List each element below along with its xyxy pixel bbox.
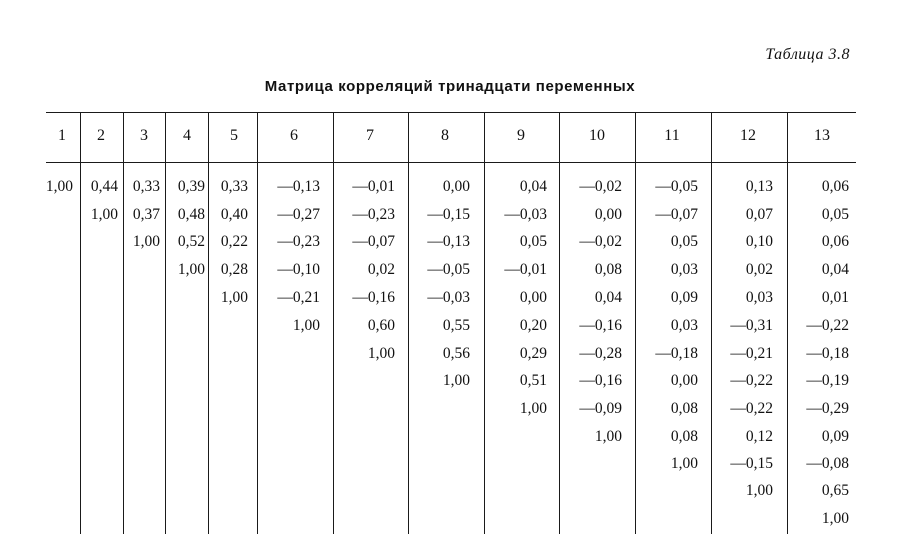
- matrix-cell: —0,05: [655, 178, 698, 195]
- matrix-cell: —0,18: [806, 345, 849, 362]
- matrix-cell: —0,03: [427, 289, 470, 306]
- matrix-cell: 0,06: [821, 178, 849, 195]
- matrix-cell: 0,06: [821, 233, 849, 250]
- matrix-cell: 0,29: [519, 345, 547, 362]
- matrix-cell: 0,28: [220, 261, 248, 278]
- column-divider: [484, 113, 485, 534]
- matrix-cell: —0,16: [579, 372, 622, 389]
- matrix-cell: —0,21: [277, 289, 320, 306]
- matrix-cell: —0,29: [806, 400, 849, 417]
- matrix-cell: 0,04: [519, 178, 547, 195]
- column-divider: [711, 113, 712, 534]
- matrix-cell: 0,09: [670, 289, 698, 306]
- column-header: 5: [230, 127, 238, 144]
- matrix-cell: 1,00: [670, 455, 698, 472]
- matrix-cell: 0,39: [177, 178, 205, 195]
- matrix-cell: —0,18: [655, 345, 698, 362]
- matrix-cell: 0,04: [821, 261, 849, 278]
- matrix-cell: —0,13: [427, 233, 470, 250]
- matrix-cell: 0,10: [745, 233, 773, 250]
- column-header: 8: [441, 127, 449, 144]
- column-header: 1: [58, 127, 66, 144]
- matrix-cell: —0,05: [427, 261, 470, 278]
- matrix-cell: —0,22: [806, 317, 849, 334]
- matrix-cell: 1,00: [519, 400, 547, 417]
- matrix-cell: 1,00: [745, 482, 773, 499]
- matrix-cell: 0,08: [670, 428, 698, 445]
- matrix-cell: —0,13: [277, 178, 320, 195]
- matrix-cell: —0,28: [579, 345, 622, 362]
- matrix-cell: 0,05: [670, 233, 698, 250]
- matrix-cell: 0,44: [90, 178, 118, 195]
- matrix-cell: 1,00: [45, 178, 73, 195]
- column-header: 9: [517, 127, 525, 144]
- matrix-cell: 0,00: [519, 289, 547, 306]
- matrix-cell: 0,51: [519, 372, 547, 389]
- matrix-cell: 0,40: [220, 206, 248, 223]
- matrix-cell: —0,02: [579, 233, 622, 250]
- matrix-cell: —0,15: [730, 455, 773, 472]
- column-header: 7: [366, 127, 374, 144]
- matrix-cell: 0,37: [132, 206, 160, 223]
- matrix-cell: 0,55: [442, 317, 470, 334]
- matrix-cell: —0,23: [352, 206, 395, 223]
- matrix-cell: 0,48: [177, 206, 205, 223]
- matrix-cell: —0,16: [579, 317, 622, 334]
- matrix-cell: —0,09: [579, 400, 622, 417]
- matrix-cell: 0,20: [519, 317, 547, 334]
- matrix-cell: 0,07: [745, 206, 773, 223]
- matrix-cell: —0,15: [427, 206, 470, 223]
- column-header: 2: [97, 127, 105, 144]
- matrix-cell: —0,31: [730, 317, 773, 334]
- matrix-cell: 0,03: [745, 289, 773, 306]
- matrix-cell: 0,00: [594, 206, 622, 223]
- column-header: 10: [589, 127, 605, 144]
- matrix-cell: 0,01: [821, 289, 849, 306]
- matrix-cell: 0,08: [594, 261, 622, 278]
- matrix-cell: 0,02: [367, 261, 395, 278]
- column-divider: [333, 113, 334, 534]
- matrix-cell: 0,33: [132, 178, 160, 195]
- matrix-cell: 0,02: [745, 261, 773, 278]
- matrix-cell: 1,00: [220, 289, 248, 306]
- matrix-cell: 0,04: [594, 289, 622, 306]
- matrix-cell: 0,00: [442, 178, 470, 195]
- matrix-cell: —0,03: [504, 206, 547, 223]
- table-number-label: Таблица 3.8: [765, 46, 850, 63]
- matrix-cell: 0,05: [519, 233, 547, 250]
- table-top-rule: [46, 112, 856, 113]
- column-header: 13: [814, 127, 830, 144]
- matrix-cell: 1,00: [442, 372, 470, 389]
- column-divider: [165, 113, 166, 534]
- column-divider: [257, 113, 258, 534]
- column-header: 6: [290, 127, 298, 144]
- column-divider: [559, 113, 560, 534]
- matrix-cell: 0,52: [177, 233, 205, 250]
- matrix-cell: 0,12: [745, 428, 773, 445]
- matrix-cell: —0,16: [352, 289, 395, 306]
- matrix-cell: 0,22: [220, 233, 248, 250]
- column-header: 11: [664, 127, 680, 144]
- matrix-cell: 0,03: [670, 261, 698, 278]
- column-divider: [408, 113, 409, 534]
- matrix-cell: —0,07: [655, 206, 698, 223]
- column-header: 3: [140, 127, 148, 144]
- matrix-cell: 1,00: [90, 206, 118, 223]
- column-divider: [80, 113, 81, 534]
- column-divider: [208, 113, 209, 534]
- matrix-cell: —0,22: [730, 372, 773, 389]
- matrix-cell: 0,65: [821, 482, 849, 499]
- column-divider: [635, 113, 636, 534]
- matrix-cell: 0,09: [821, 428, 849, 445]
- matrix-cell: —0,02: [579, 178, 622, 195]
- matrix-cell: 0,03: [670, 317, 698, 334]
- table-title: Матрица корреляций тринадцати переменных: [264, 78, 636, 95]
- matrix-cell: —0,19: [806, 372, 849, 389]
- matrix-cell: 0,00: [670, 372, 698, 389]
- table-header-rule: [46, 162, 856, 163]
- matrix-cell: —0,22: [730, 400, 773, 417]
- matrix-cell: 0,05: [821, 206, 849, 223]
- column-divider: [123, 113, 124, 534]
- matrix-cell: 1,00: [132, 233, 160, 250]
- matrix-cell: 0,56: [442, 345, 470, 362]
- column-divider: [787, 113, 788, 534]
- matrix-cell: —0,27: [277, 206, 320, 223]
- matrix-cell: 0,33: [220, 178, 248, 195]
- matrix-cell: 1,00: [594, 428, 622, 445]
- column-header: 4: [183, 127, 191, 144]
- matrix-cell: 0,08: [670, 400, 698, 417]
- matrix-cell: 1,00: [292, 317, 320, 334]
- matrix-cell: —0,10: [277, 261, 320, 278]
- matrix-cell: —0,08: [806, 455, 849, 472]
- matrix-cell: —0,21: [730, 345, 773, 362]
- matrix-cell: —0,01: [352, 178, 395, 195]
- matrix-cell: 1,00: [177, 261, 205, 278]
- matrix-cell: —0,07: [352, 233, 395, 250]
- matrix-cell: 0,13: [745, 178, 773, 195]
- matrix-cell: —0,23: [277, 233, 320, 250]
- matrix-cell: 1,00: [367, 345, 395, 362]
- matrix-cell: 1,00: [821, 510, 849, 527]
- matrix-cell: —0,01: [504, 261, 547, 278]
- matrix-cell: 0,60: [367, 317, 395, 334]
- column-header: 12: [740, 127, 756, 144]
